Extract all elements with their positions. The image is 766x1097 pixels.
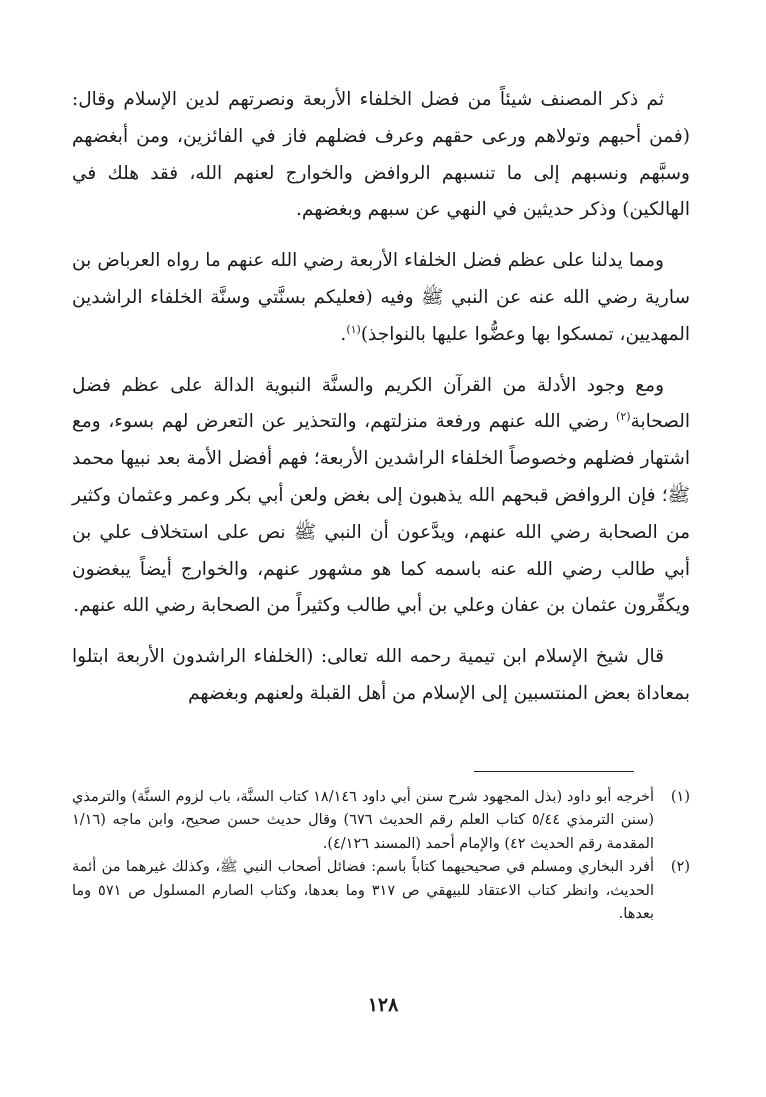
paragraph-1 [72, 82, 690, 229]
paragraph-1-text: ثم ذكر المصنف شيئاً من فضل الخلفاء الأربعة ونصرتهم لدين الإسلام وقال: (فمن أحبهم وتولاهم ورعى حقهم وعرف فضلهم فاز في الفائزين، ومن أبغضهم وسبَّهم ونسبهم إلى ما تنسبهم الروافض والخوارج لعنهم الله، فقد هلك في الهالكين) وذكر حديثين في النهي عن سبهم وبغضهم. [72, 89, 690, 221]
footnote-1-number: (١) [670, 789, 690, 805]
paragraph-2 [72, 243, 690, 353]
paragraph-3-text: ومع وجود الأدلة من القرآن الكريم والسنَّة النبوية الدالة على عظم فضل الصحابة [72, 374, 690, 433]
footnote-1 [72, 786, 690, 856]
page-number: ١٢٨ [367, 994, 399, 1016]
paragraph-4-text: قال شيخ الإسلام ابن تيمية رحمه الله تعالى: (الخلفاء الراشدون الأربعة ابتلوا بمعاداة بعض المنتسبين إلى الإسلام من أهل القبلة ولعنهم وبغضهم [72, 646, 690, 704]
paragraph-3 [72, 368, 690, 626]
footnote-1-text: أخرجه أبو داود (بذل المجهود شرح سنن أبي داود ١٨/١٤٦ كتاب السنَّة، باب لزوم السنَّة) والترمذي (سنن الترمذي ٥/٤٤ كتاب العلم رقم الحديث ٦٧٦) وقال حديث حسن صحيح، وابن ماجه (١/١٦ المقدمة رقم الحديث ٤٢) والإمام أحمد (المسند ٤/١٢٦). [72, 789, 654, 852]
footnote-2-number: (٢) [670, 859, 690, 876]
paragraph-3-tail: رضي الله عنهم ورفعة منزلتهم، والتحذير عن التعرض لهم بسوء، ومع اشتهار فضلهم وخصوصاً الخلفاء الراشدين الأربعة؛ فهم أفضل الأمة بعد نبيها محمد ﷺ؛ فإن الروافض قبحهم الله يذهبون إلى بغض ولعن أبي بكر وعمر وعثمان وكثير من الصحابة رضي الله عنهم، ويدَّعون أن النبي ﷺ نص على استخلاف علي بن أبي طالب رضي الله عنه باسمه كما هو مشهور عنهم، والخوارج أيضاً يبغضون ويكفِّرون عثمان بن عفان وعلي بن أبي طالب وكثيراً من الصحابة رضي الله عنهم. [72, 411, 690, 617]
footnote-ref-2[interactable]: (٢) [616, 410, 631, 424]
footnote-separator [474, 771, 634, 772]
paragraph-4 [72, 639, 690, 713]
footnote-2-text: أفرد البخاري ومسلم في صحيحيهما كتاباً باسم: فضائل أصحاب النبي ﷺ، وكذلك غيرهما من أئمة الحديث، وانظر كتاب الاعتقاد للبيهقي ص ٣١٧ وما بعدها، وكتاب الصارم المسلول ص ٥٧١ وما بعدها. [72, 859, 654, 923]
paragraph-2-text: ومما يدلنا على عظم فضل الخلفاء الأربعة رضي الله عنهم ما رواه العرباض بن سارية رضي الله عنه عن النبي ﷺ وفيه (فعليكم بسنَّتي وسنَّة الخلفاء الراشدين المهديين، تمسكوا بها وعضُّوا عليها بالنواجذ) [72, 250, 690, 345]
paragraph-2-tail: . [340, 323, 347, 345]
footnotes [72, 786, 690, 926]
main-text [72, 82, 690, 713]
footnote-2 [72, 856, 690, 926]
footnote-ref-1[interactable]: (١) [346, 322, 361, 336]
